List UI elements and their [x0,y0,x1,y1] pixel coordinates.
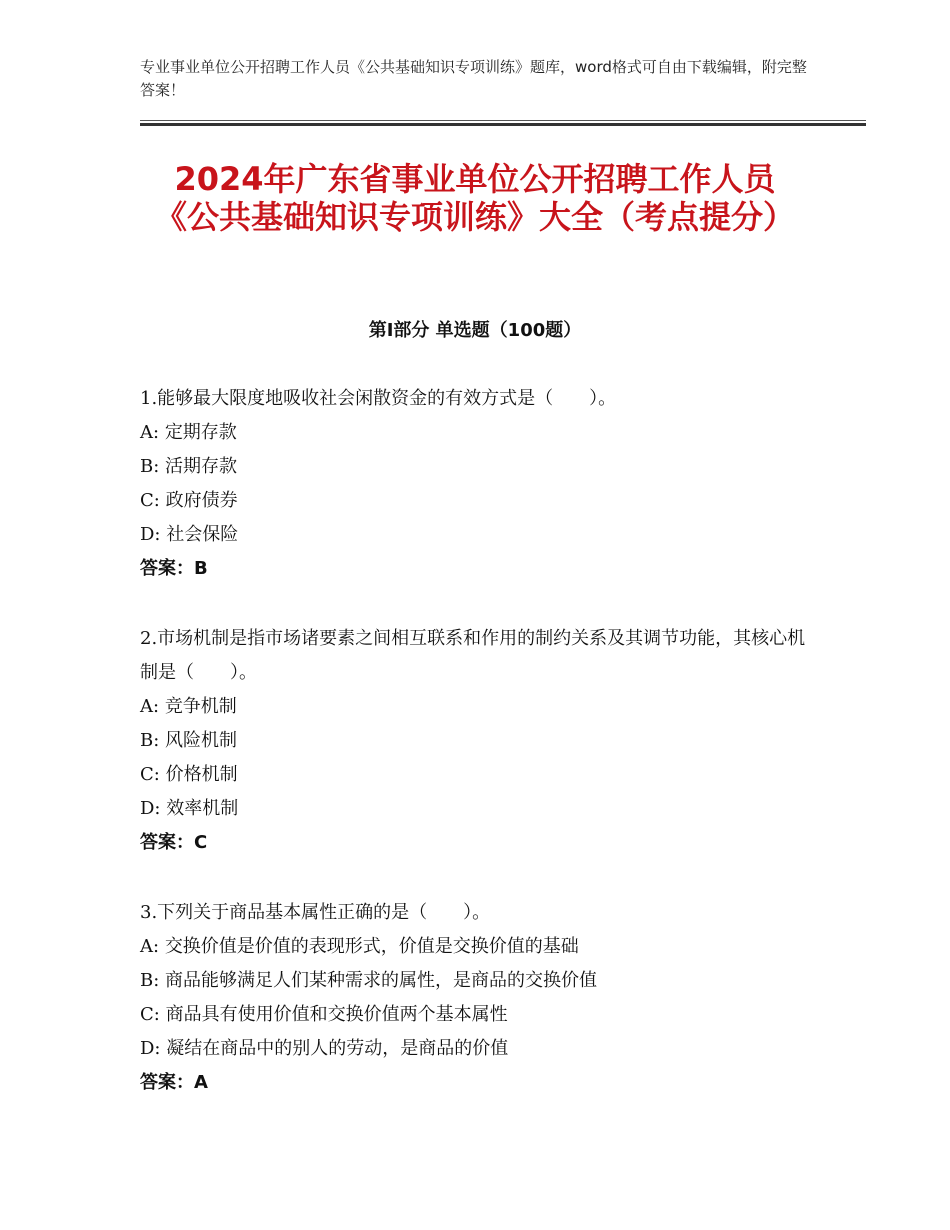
option-text: 政府债券 [165,490,238,511]
option-key: B: [140,730,160,751]
header-divider-thin [140,120,866,121]
option-key: A: [140,696,160,717]
option-key: D: [140,1038,161,1059]
section-heading: 第Ⅰ部分 单选题（100题） [368,320,582,341]
option-c [140,998,820,1032]
answer-line: 答案：A [140,1072,208,1093]
option-key: B: [140,970,160,991]
question-stem: 3.下列关于商品基本属性正确的是（ ）。 [140,902,491,923]
option-text: 商品具有使用价值和交换价值两个基本属性 [165,1004,508,1025]
document-title: 2024年广东省事业单位公开招聘工作人员《公共基础知识专项训练》大全（考点提分） [154,160,795,236]
option-text: 价格机制 [165,764,238,785]
option-key: A: [140,936,160,957]
option-a [140,930,820,964]
option-a [140,690,820,724]
option-key: C: [140,1004,160,1025]
question-1 [140,382,820,586]
option-text: 凝结在商品中的别人的劳动，是商品的价值 [166,1038,509,1059]
option-text: 效率机制 [166,798,239,819]
answer-line: 答案：C [140,832,208,853]
option-key: C: [140,764,160,785]
option-c [140,758,820,792]
option-text: 风险机制 [165,730,238,751]
option-d [140,1032,820,1066]
question-stem: 2.市场机制是指市场诸要素之间相互联系和作用的制约关系及其调节功能，其核心机制是（ ）。 [140,628,806,683]
header-divider-thick [140,123,866,126]
option-text: 商品能够满足人们某种需求的属性，是商品的交换价值 [165,970,598,991]
header-note: 专业事业单位公开招聘工作人员《公共基础知识专项训练》题库，word格式可自由下载编辑，附完整答案！ [140,58,807,99]
option-text: 社会保险 [166,524,239,545]
option-a [140,416,820,450]
question-list [140,382,820,1136]
option-text: 交换价值是价值的表现形式，价值是交换价值的基础 [164,936,579,957]
answer-line: 答案：B [140,558,208,579]
option-text: 竞争机制 [164,696,237,717]
option-text: 定期存款 [164,422,237,443]
option-key: D: [140,524,161,545]
option-b [140,724,820,758]
option-key: D: [140,798,161,819]
option-key: C: [140,490,160,511]
question-3 [140,896,820,1100]
option-key: A: [140,422,160,443]
question-stem: 1.能够最大限度地吸收社会闲散资金的有效方式是（ ）。 [140,388,617,409]
option-text: 活期存款 [165,456,238,477]
option-b [140,964,820,998]
question-2 [140,622,820,860]
option-b [140,450,820,484]
option-c [140,484,820,518]
option-d [140,518,820,552]
option-key: B: [140,456,160,477]
option-d [140,792,820,826]
